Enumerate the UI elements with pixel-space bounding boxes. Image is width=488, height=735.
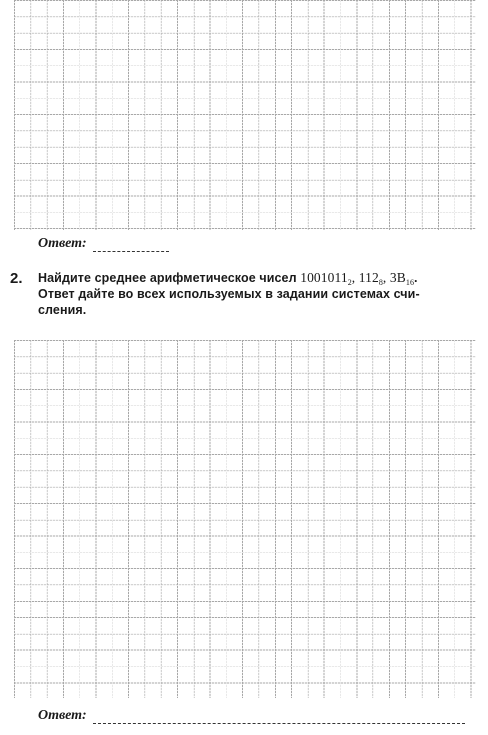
base-1: 2 bbox=[347, 278, 352, 287]
number-3: $3B_{16}$ bbox=[389, 270, 415, 287]
answer-field-2[interactable] bbox=[93, 711, 465, 724]
task-text-line3: сления. bbox=[38, 303, 87, 317]
answer-row-1 bbox=[38, 236, 169, 252]
base-2: 8 bbox=[378, 278, 383, 287]
number-1: $1001011_2$ bbox=[300, 270, 352, 287]
answer-label: Ответ: bbox=[38, 708, 87, 723]
answer-label: Ответ: bbox=[38, 236, 87, 251]
number-2: $112_8$ bbox=[358, 270, 383, 287]
task-text-prefix: Найдите среднее арифметическое чисел bbox=[38, 271, 297, 285]
answer-field-1[interactable] bbox=[93, 239, 169, 252]
calculation-grid-bottom bbox=[14, 340, 476, 698]
calculation-grid-top bbox=[14, 0, 476, 230]
task-text: Найдите среднее арифметическое чисел $1001011_2$, $112_8$, $3B_{16}$. Ответ дайте во всех используемых в задании системах счи- сления. bbox=[38, 270, 420, 317]
task-number: 2. bbox=[10, 270, 23, 287]
answer-row-2 bbox=[38, 708, 465, 724]
task-text-line2: Ответ дайте во всех используемых в задании системах счи- bbox=[38, 287, 420, 301]
base-3: 16 bbox=[405, 278, 415, 287]
